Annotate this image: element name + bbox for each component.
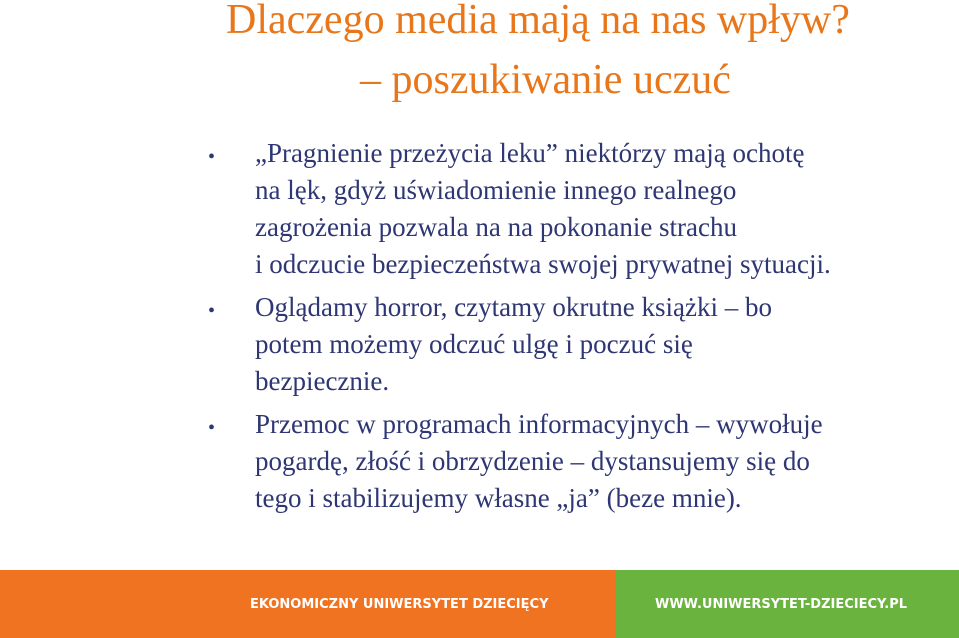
bullet-line: zagrożenia pozwala na na pokonanie strachu [255, 212, 738, 242]
bullet-icon: • [208, 417, 216, 439]
footer-bar [0, 570, 959, 638]
slide-title-line-1: Dlaczego media mają na nas wpływ? [226, 0, 850, 43]
bullet-item [200, 406, 940, 517]
bullet-line: Oglądamy horror, czytamy okrutne książki – bo [255, 292, 773, 322]
footer-university-name: EKONOMICZNY UNIWERSYTET DZIECIĘCY [250, 597, 549, 612]
bullet-item [200, 135, 940, 283]
bullet-list [200, 135, 940, 523]
bullet-line: „Pragnienie przeżycia leku” niektórzy mają ochotę [255, 138, 805, 168]
bullet-line: Przemoc w programach informacyjnych – wywołuje [255, 409, 823, 439]
slide-title [226, 0, 946, 103]
bullet-line: pogardę, złość i obrzydzenie – dystansujemy się do [255, 446, 810, 476]
footer-left-panel [0, 570, 615, 638]
bullet-item [200, 289, 940, 400]
footer-website-link[interactable]: WWW.UNIWERSYTET-DZIECIECY.PL [655, 597, 908, 612]
bullet-line: na lęk, gdyż uświadomienie innego realnego [255, 175, 737, 205]
bullet-line: bezpiecznie. [255, 366, 390, 396]
bullet-line: tego i stabilizujemy własne „ja” (beze mnie). [255, 483, 742, 513]
bullet-line: i odczucie bezpieczeństwa swojej prywatnej sytuacji. [255, 249, 831, 279]
slide-title-line-2: – poszukiwanie uczuć [360, 57, 731, 103]
footer-right-panel [615, 570, 959, 638]
bullet-line: potem możemy odczuć ulgę i poczuć się [255, 329, 693, 359]
bullet-icon: • [208, 146, 216, 168]
bullet-icon: • [208, 300, 216, 322]
